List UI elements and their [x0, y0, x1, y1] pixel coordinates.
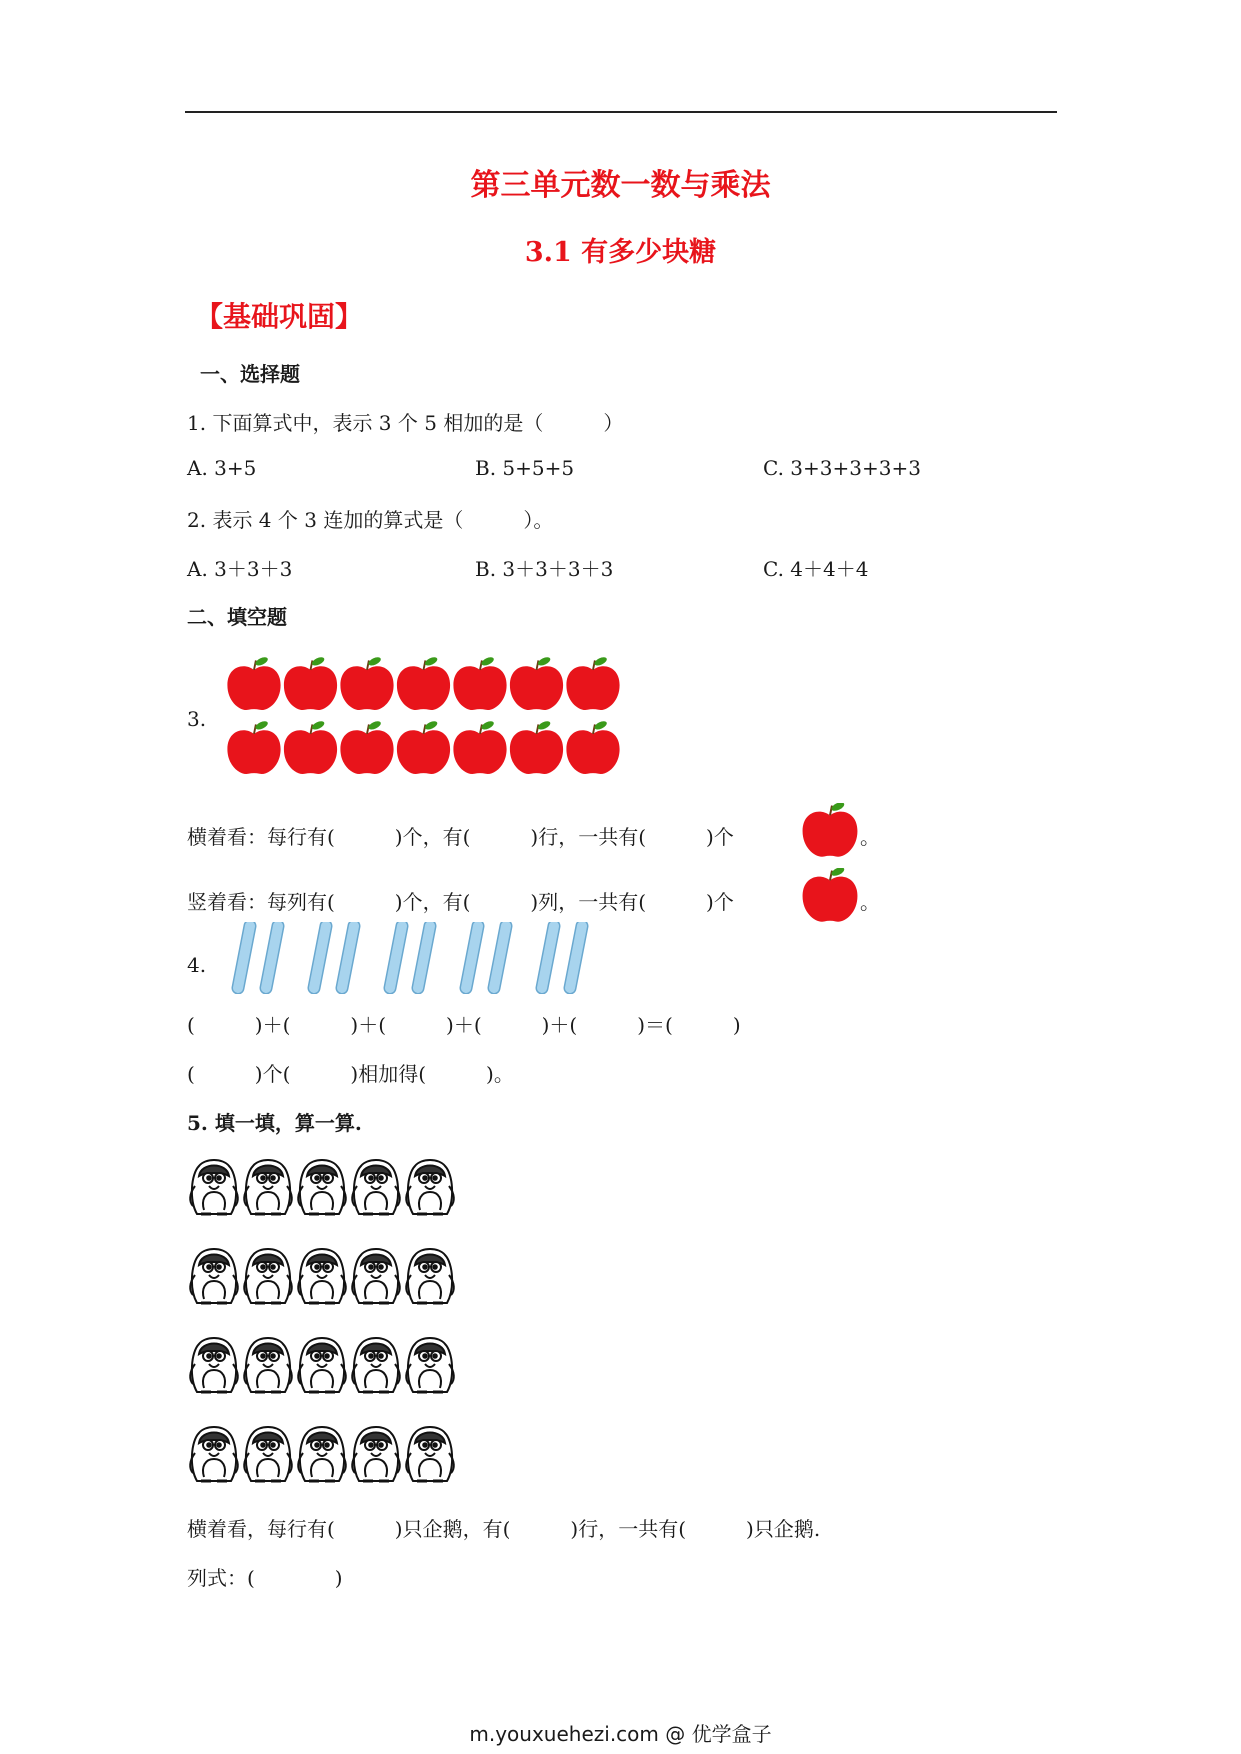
stick-1-1	[238, 926, 250, 988]
stick-2-2	[342, 926, 354, 988]
page-title: 第三单元数一数与乘法	[470, 168, 771, 203]
q4-label: 4.	[187, 953, 207, 977]
apple-1-1	[227, 656, 280, 711]
penguin-4-4	[352, 1427, 400, 1481]
stick-5-2	[570, 926, 582, 988]
q2-option-b: B. 3＋3＋3＋3	[475, 557, 614, 581]
apple-shape	[803, 868, 858, 922]
penguin-row-3	[185, 1334, 465, 1396]
stick-1-2	[266, 926, 278, 988]
apple-grid	[226, 655, 626, 780]
penguin-row-1	[185, 1156, 465, 1218]
penguin-3-2	[244, 1338, 292, 1392]
apple-2-6	[510, 720, 563, 775]
stick-4-1	[466, 926, 478, 988]
stick-group-2	[314, 926, 354, 988]
apple-shape	[803, 803, 858, 857]
stick-4-2	[494, 926, 506, 988]
footer-watermark: m.youxuehezi.com @ 优学盒子	[469, 1722, 772, 1746]
penguin-3-4	[352, 1338, 400, 1392]
stick-groups	[218, 922, 598, 994]
apple-1-3	[340, 656, 393, 711]
section-tag: 【基础巩固】	[195, 300, 364, 333]
penguin-1-1	[190, 1160, 238, 1214]
stick-5-1	[542, 926, 554, 988]
penguin-4-5	[406, 1427, 454, 1481]
penguin-1-3	[298, 1160, 346, 1214]
stick-group-5	[542, 926, 582, 988]
q1-option-a: A. 3+5	[187, 456, 257, 480]
q1-stem: 1. 下面算式中，表示 3 个 5 相加的是（ ）	[187, 411, 624, 435]
lesson-title: 3.1 有多少块糖	[524, 237, 717, 268]
apple-2-4	[397, 720, 450, 775]
q3-label: 3.	[187, 707, 207, 731]
q4-line-count: ( )个( )相加得( )。	[187, 1062, 514, 1086]
apple-icon-1	[800, 803, 860, 861]
apple-1-4	[397, 656, 450, 711]
stick-group-3	[390, 926, 430, 988]
penguin-1-4	[352, 1160, 400, 1214]
apple-1-6	[510, 656, 563, 711]
penguin-4-3	[298, 1427, 346, 1481]
penguin-2-2	[244, 1249, 292, 1303]
penguin-1-5	[406, 1160, 454, 1214]
penguin-3-1	[190, 1338, 238, 1392]
penguin-2-3	[298, 1249, 346, 1303]
penguin-4-2	[244, 1427, 292, 1481]
q2-stem: 2. 表示 4 个 3 连加的算式是（ ）。	[187, 508, 554, 532]
apple-2-1	[227, 720, 280, 775]
q3-line-horizontal: 横着看：每行有( )个，有( )行，一共有( )个	[187, 825, 734, 849]
penguin-2-5	[406, 1249, 454, 1303]
header-rule	[185, 111, 1057, 113]
q3-end-mark-1: 。	[860, 825, 880, 849]
apple-2-7	[566, 720, 619, 775]
apple-1-5	[453, 656, 506, 711]
penguin-3-3	[298, 1338, 346, 1392]
q2-option-a: A. 3＋3＋3	[187, 557, 293, 581]
q2-option-c: C. 4＋4＋4	[763, 557, 869, 581]
apple-icon-2	[800, 868, 860, 926]
apple-1-7	[566, 656, 619, 711]
stick-3-1	[390, 926, 402, 988]
apple-2-3	[340, 720, 393, 775]
q1-option-b: B. 5+5+5	[475, 456, 575, 480]
q1-option-c: C. 3+3+3+3+3	[763, 456, 921, 480]
choice-heading: 一、选择题	[200, 362, 300, 386]
fill-heading: 二、填空题	[187, 605, 287, 629]
q5-line-count: 横着看，每行有( )只企鹅，有( )行，一共有( )只企鹅.	[187, 1517, 821, 1541]
penguin-2-1	[190, 1249, 238, 1303]
apple-2-2	[284, 720, 337, 775]
stick-group-1	[238, 926, 278, 988]
penguin-2-4	[352, 1249, 400, 1303]
apple-2-5	[453, 720, 506, 775]
penguin-3-5	[406, 1338, 454, 1392]
penguin-row-4	[185, 1423, 465, 1485]
q5-line-formula: 列式：( )	[187, 1566, 343, 1590]
stick-3-2	[418, 926, 430, 988]
penguin-row-2	[185, 1245, 465, 1307]
q3-line-vertical: 竖着看：每列有( )个，有( )列，一共有( )个	[187, 890, 734, 914]
penguin-4-1	[190, 1427, 238, 1481]
q4-line-sum: ( )＋( )＋( )＋( )＋( )＝( )	[187, 1013, 741, 1037]
penguin-1-2	[244, 1160, 292, 1214]
q3-end-mark-2: 。	[860, 890, 880, 914]
stick-group-4	[466, 926, 506, 988]
stick-2-1	[314, 926, 326, 988]
q5-stem: 5. 填一填，算一算.	[187, 1111, 362, 1135]
apple-1-2	[284, 656, 337, 711]
